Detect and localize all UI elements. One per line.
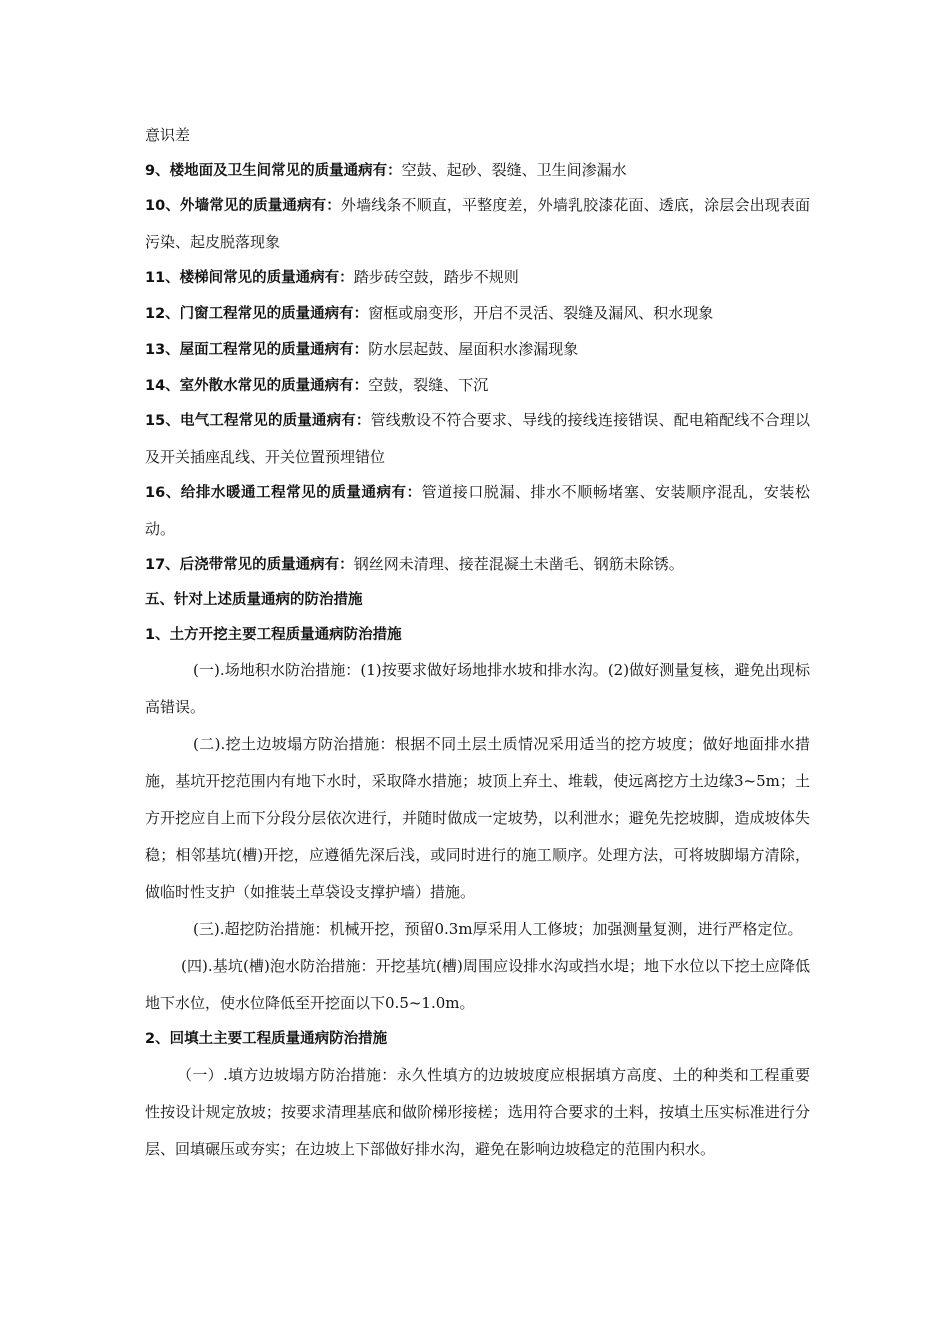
item-heading: 9、楼地面及卫生间常见的质量通病有： [145,162,402,179]
item-heading: 14、室外散水常见的质量通病有： [145,377,369,394]
list-item-15 [145,403,810,475]
item-text: 管线敷设不符合要求、导线的接线连接错误、配电箱配线不合理以及开关插座乱线、开关位置预埋错位 [145,411,810,466]
document-page [145,118,810,1168]
list-item-17 [145,547,810,583]
item-text: 踏步砖空鼓，踏步不规则 [353,268,519,287]
list-item-16 [145,475,810,547]
item-heading: 17、后浇带常见的质量通病有： [145,557,354,574]
item-text: 防水层起鼓、屋面积水渗漏现象 [368,339,579,358]
item-text: 钢丝网未清理、接茬混凝土未凿毛、钢筋未除锈。 [353,555,684,574]
list-item-11 [145,260,810,296]
list-item-10 [145,188,810,260]
item-text: 外墙线条不顺直，平整度差，外墙乳胶漆花面、透底，涂层会出现表面污染、起皮脱落现象 [145,196,810,251]
item-heading: 16、给排水暖通工程常见的质量通病有： [145,485,422,502]
paragraph: (四).基坑(槽)泡水防治措施：开挖基坑(槽)周围应设排水沟或挡水堤；地下水位以下挖土应降低地下水位，使水位降低至开挖面以下0.5~1.0m。 [145,957,810,1013]
list-item-12 [145,296,810,332]
paragraph: (二).挖土边坡塌方防治措施：根据不同土层土质情况采用适当的挖方坡度；做好地面排水措施，基坑开挖范围内有地下水时，采取降水措施；坡顶上弃土、堆载，使远离挖方土边缘3~5m；土方开挖应自上而下分段分层依次进行，并随时做成一定坡势，以利泄水；避免先挖坡脚，造成坡体失稳；相邻基坑(槽)开挖，应遵循先深后浅，或同时进行的施工顺序。处理方法，可将坡脚塌方清除，做临时性支护（如推装土草袋设支撑护墙）措施。 [145,735,810,902]
item-text: 空鼓、起砂、裂缝、卫生间渗漏水 [401,160,627,179]
list-item-13 [145,332,810,368]
paragraph: (三).超挖防治措施：机械开挖，预留0.3m厚采用人工修坡；加强测量复测，进行严格定位。 [193,920,803,939]
item-text: 空鼓，裂缝、下沉 [368,375,489,394]
section-heading: 五、针对上述质量通病的防治措施 [145,591,363,608]
paragraph: （一）.填方边坡塌方防治措施：永久性填方的边坡坡度应根据填方高度、土的种类和工程重要性按设计规定放坡；按要求清理基底和做阶梯形接槎；选用符合要求的土料，按填土压实标准进行分层、回填碾压或夯实；在边坡上下部做好排水沟，避免在影响边坡稳定的范围内积水。 [145,1066,810,1159]
list-item-14 [145,368,810,404]
paragraph: (一).场地积水防治措施：(1)按要求做好场地排水坡和排水沟。(2)做好测量复核，避免出现标高错误。 [145,661,810,717]
item-heading: 13、屋面工程常见的质量通病有： [145,341,369,358]
item-heading: 10、外墙常见的质量通病有： [145,198,341,215]
item-text: 管道接口脱漏、排水不顺畅堵塞、安装顺序混乱，安装松动。 [145,483,810,538]
item-text: 窗框或扇变形，开启不灵活、裂缝及漏风、积水现象 [368,304,714,323]
item-heading: 11、楼梯间常见的质量通病有： [145,270,354,287]
item-heading: 15、电气工程常见的质量通病有： [145,413,371,430]
item-heading: 12、门窗工程常见的质量通病有： [145,306,369,323]
subsection-heading: 1、土方开挖主要工程质量通病防治措施 [145,626,402,643]
list-item-9 [145,153,810,189]
continued-text: 意识差 [145,126,191,144]
subsection-heading: 2、回填土主要工程质量通病防治措施 [145,1031,388,1048]
